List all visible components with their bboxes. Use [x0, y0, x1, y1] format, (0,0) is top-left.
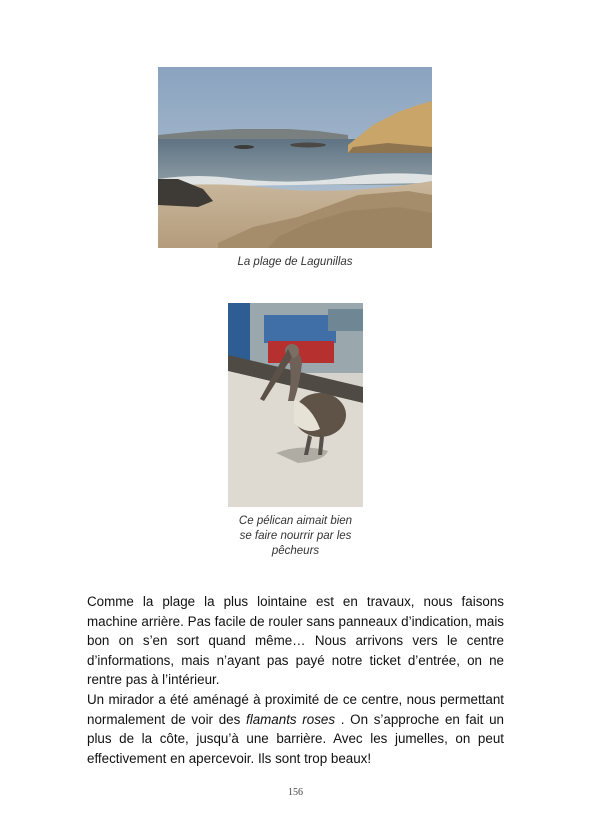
caption-text: La plage de Lagunillas [237, 256, 353, 268]
paragraph [87, 690, 504, 768]
paragraph-text: . On s’approche en fait un plus de la côte, jusqu’à une barrière. Avec les jumelles, on peut effectivement en apercevoir. Ils sont trop beaux! [87, 711, 504, 766]
emphasis-text: flamants roses [246, 711, 336, 727]
body-text [87, 592, 504, 768]
caption-line: se faire nourrir par les [239, 530, 352, 542]
beach-photo-caption [158, 255, 432, 270]
caption-line: pêcheurs [271, 545, 320, 557]
caption-line: Ce pélican aimait bien [238, 515, 353, 527]
paragraph-text: Un mirador a été aménagé à proximité de ce centre, nous permettant normalement de voir des [87, 691, 504, 727]
pelican-photo-caption [218, 514, 373, 559]
pelican-photo [228, 303, 363, 507]
paragraph: Comme la plage la plus lointaine est en travaux, nous faisons machine arrière. Pas facile de rouler sans panneaux d’indication, mais bon on s’en sort quand même… Nous arrivons vers le centre d’informations, mais n’ayant pas payé notre ticket d’entrée, on ne rentre pas à l’intérieur. [87, 594, 504, 688]
page-number: 156 [288, 787, 303, 798]
beach-photo [158, 67, 432, 248]
